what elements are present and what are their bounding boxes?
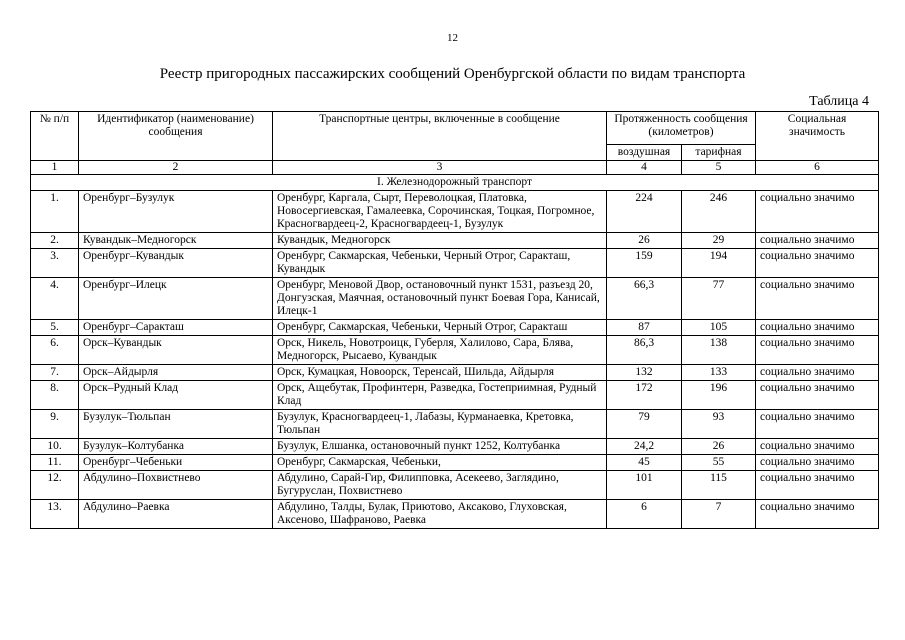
row-number-cell: 4. — [31, 278, 79, 320]
route-name-cell: Орск–Рудный Клад — [79, 381, 273, 410]
air-distance-cell: 79 — [607, 410, 682, 439]
row-number-cell: 9. — [31, 410, 79, 439]
social-significance-cell: социально значимо — [756, 381, 879, 410]
social-significance-cell: социально значимо — [756, 455, 879, 471]
transport-centers-cell: Орск, Кумацкая, Новоорск, Теренсай, Шильда, Айдырля — [273, 365, 607, 381]
row-number-cell: 7. — [31, 365, 79, 381]
column-number: 5 — [682, 161, 756, 175]
row-number-cell: 13. — [31, 500, 79, 529]
air-distance-cell: 66,3 — [607, 278, 682, 320]
table-row — [31, 410, 879, 439]
route-name-cell: Оренбург–Илецк — [79, 278, 273, 320]
table-label: Таблица 4 — [809, 94, 869, 109]
table-row — [31, 500, 879, 529]
route-name-cell: Орск–Кувандык — [79, 336, 273, 365]
air-distance-cell: 24,2 — [607, 439, 682, 455]
route-name-cell: Бузулук–Колтубанка — [79, 439, 273, 455]
column-number: 2 — [79, 161, 273, 175]
social-significance-cell: социально значимо — [756, 500, 879, 529]
tariff-distance-cell: 246 — [682, 191, 756, 233]
table-row — [31, 455, 879, 471]
route-name-cell: Оренбург–Саракташ — [79, 320, 273, 336]
header-num: № п/п — [31, 112, 79, 161]
section-heading: I. Железнодорожный транспорт — [31, 175, 879, 191]
table-row — [31, 336, 879, 365]
social-significance-cell: социально значимо — [756, 278, 879, 320]
air-distance-cell: 6 — [607, 500, 682, 529]
air-distance-cell: 45 — [607, 455, 682, 471]
column-number: 1 — [31, 161, 79, 175]
row-number-cell: 10. — [31, 439, 79, 455]
air-distance-cell: 26 — [607, 233, 682, 249]
air-distance-cell: 132 — [607, 365, 682, 381]
tariff-distance-cell: 194 — [682, 249, 756, 278]
header-social: Социальная значимость — [756, 112, 879, 161]
transport-centers-cell: Оренбург, Меновой Двор, остановочный пункт 1531, разъезд 20, Донгузская, Маячная, остановочный пункт Боевая Гора, Канисай, Илецк-1 — [273, 278, 607, 320]
air-distance-cell: 86,3 — [607, 336, 682, 365]
transport-centers-cell: Бузулук, Красногвардеец-1, Лабазы, Курманаевка, Кретовка, Тюльпан — [273, 410, 607, 439]
table-row — [31, 278, 879, 320]
social-significance-cell: социально значимо — [756, 233, 879, 249]
row-number-cell: 3. — [31, 249, 79, 278]
social-significance-cell: социально значимо — [756, 249, 879, 278]
transport-centers-cell: Абдулино, Талды, Булак, Приютово, Аксаково, Глуховская, Аксеново, Шафраново, Раевка — [273, 500, 607, 529]
row-number-cell: 2. — [31, 233, 79, 249]
page-number: 12 — [447, 32, 458, 44]
row-number-cell: 6. — [31, 336, 79, 365]
social-significance-cell: социально значимо — [756, 365, 879, 381]
tariff-distance-cell: 29 — [682, 233, 756, 249]
tariff-distance-cell: 7 — [682, 500, 756, 529]
header-length: Протяженность сообщения (километров) — [607, 112, 756, 145]
table-row — [31, 233, 879, 249]
document-title: Реестр пригородных пассажирских сообщений Оренбургской области по видам транспорта — [159, 66, 746, 82]
air-distance-cell: 172 — [607, 381, 682, 410]
social-significance-cell: социально значимо — [756, 439, 879, 455]
header-air: воздушная — [607, 145, 682, 161]
column-number: 4 — [607, 161, 682, 175]
tariff-distance-cell: 105 — [682, 320, 756, 336]
route-name-cell: Оренбург–Чебеньки — [79, 455, 273, 471]
tariff-distance-cell: 93 — [682, 410, 756, 439]
table-row — [31, 320, 879, 336]
air-distance-cell: 159 — [607, 249, 682, 278]
transport-centers-cell: Бузулук, Елшанка, остановочный пункт 1252, Колтубанка — [273, 439, 607, 455]
transport-centers-cell: Оренбург, Сакмарская, Чебеньки, — [273, 455, 607, 471]
route-name-cell: Орск–Айдырля — [79, 365, 273, 381]
tariff-distance-cell: 77 — [682, 278, 756, 320]
row-number-cell: 12. — [31, 471, 79, 500]
table-row — [31, 249, 879, 278]
tariff-distance-cell: 26 — [682, 439, 756, 455]
tariff-distance-cell: 133 — [682, 365, 756, 381]
air-distance-cell: 224 — [607, 191, 682, 233]
header-centers: Транспортные центры, включенные в сообщение — [273, 112, 607, 161]
transport-centers-cell: Орск, Ащебутак, Профинтерн, Разведка, Гостеприимная, Рудный Клад — [273, 381, 607, 410]
air-distance-cell: 87 — [607, 320, 682, 336]
tariff-distance-cell: 196 — [682, 381, 756, 410]
tariff-distance-cell: 115 — [682, 471, 756, 500]
table-row — [31, 471, 879, 500]
column-number: 6 — [756, 161, 879, 175]
header-tariff: тарифная — [682, 145, 756, 161]
transport-centers-cell: Оренбург, Сакмарская, Чебеньки, Черный Отрог, Саракташ — [273, 320, 607, 336]
tariff-distance-cell: 138 — [682, 336, 756, 365]
transport-centers-cell: Оренбург, Сакмарская, Чебеньки, Черный Отрог, Саракташ, Кувандык — [273, 249, 607, 278]
column-number: 3 — [273, 161, 607, 175]
route-name-cell: Бузулук–Тюльпан — [79, 410, 273, 439]
table-row — [31, 191, 879, 233]
row-number-cell: 8. — [31, 381, 79, 410]
social-significance-cell: социально значимо — [756, 471, 879, 500]
row-number-cell: 11. — [31, 455, 79, 471]
tariff-distance-cell: 55 — [682, 455, 756, 471]
transport-centers-cell: Абдулино, Сарай-Гир, Филипповка, Асекеево, Заглядино, Бугуруслан, Похвистнево — [273, 471, 607, 500]
air-distance-cell: 101 — [607, 471, 682, 500]
social-significance-cell: социально значимо — [756, 336, 879, 365]
route-name-cell: Абдулино–Раевка — [79, 500, 273, 529]
transport-centers-cell: Орск, Никель, Новотроицк, Губерля, Халилово, Сара, Блява, Медногорск, Рысаево, Кувандык — [273, 336, 607, 365]
table-row — [31, 381, 879, 410]
social-significance-cell: социально значимо — [756, 320, 879, 336]
route-name-cell: Оренбург–Кувандык — [79, 249, 273, 278]
social-significance-cell: социально значимо — [756, 410, 879, 439]
row-number-cell: 1. — [31, 191, 79, 233]
route-name-cell: Абдулино–Похвистнево — [79, 471, 273, 500]
route-name-cell: Кувандык–Медногорск — [79, 233, 273, 249]
route-name-cell: Оренбург–Бузулук — [79, 191, 273, 233]
transport-centers-cell: Кувандык, Медногорск — [273, 233, 607, 249]
transport-centers-cell: Оренбург, Каргала, Сырт, Переволоцкая, Платовка, Новосергиевская, Гамалеевка, Сорочинская, Тоцкая, Погромное, Красногвардеец-2, Красногвардеец-1, Бузулук — [273, 191, 607, 233]
header-identifier: Идентификатор (наименование) сообщения — [79, 112, 273, 161]
row-number-cell: 5. — [31, 320, 79, 336]
social-significance-cell: социально значимо — [756, 191, 879, 233]
table-row — [31, 365, 879, 381]
table-row — [31, 439, 879, 455]
registry-table — [30, 111, 879, 529]
